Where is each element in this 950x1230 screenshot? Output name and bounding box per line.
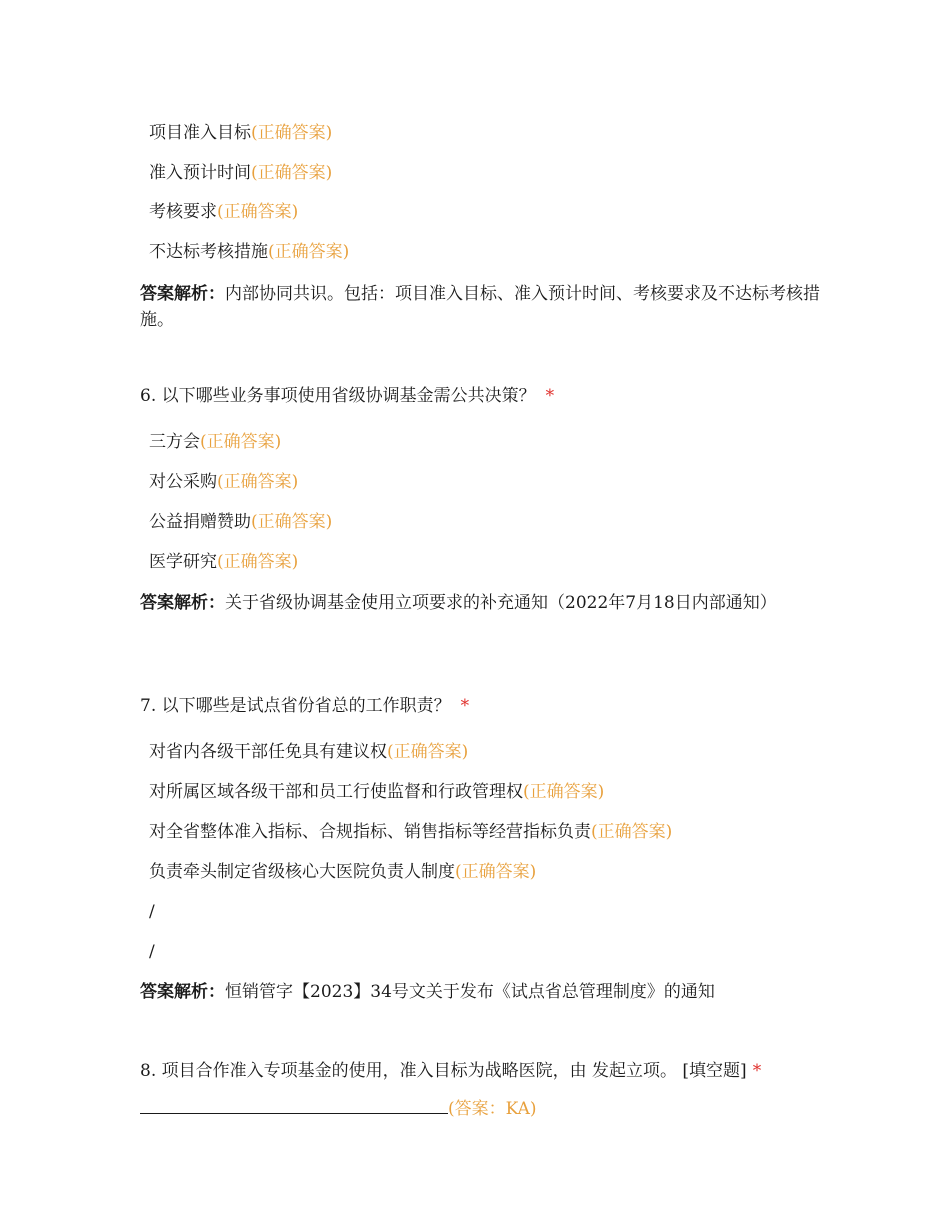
required-mark: * <box>752 1061 762 1081</box>
correct-answer-tag: (正确答案) <box>387 742 469 762</box>
option: 负责牵头制定省级核心大医院负责人制度(正确答案) <box>149 862 537 882</box>
analysis-label: 答案解析： <box>140 284 225 304</box>
required-mark: * <box>460 696 470 716</box>
option-placeholder: / <box>149 902 155 922</box>
option: 医学研究(正确答案) <box>149 552 299 572</box>
option-placeholder: / <box>149 942 155 962</box>
analysis-text: 内部协同共识。包括：项目准入目标、准入预计时间、考核要求及不达标考核措施。 <box>140 284 820 330</box>
correct-answer-tag: (正确答案) <box>251 163 333 183</box>
correct-answer-tag: (正确答案) <box>591 822 673 842</box>
question-title: 6. 以下哪些业务事项使用省级协调基金需公共决策？ * <box>140 386 555 406</box>
option: 对所属区域各级干部和员工行使监督和行政管理权(正确答案) <box>149 782 605 802</box>
correct-answer-tag: (正确答案) <box>455 862 537 882</box>
analysis-text: 关于省级协调基金使用立项要求的补充通知（2022年7月18日内部通知） <box>225 593 777 613</box>
fill-blank-answer <box>140 1095 537 1121</box>
analysis-text: 恒销管字【2023】34号文关于发布《试点省总管理制度》的通知 <box>225 982 715 1002</box>
option: 对公采购(正确答案) <box>149 472 299 492</box>
option: 不达标考核措施(正确答案) <box>149 242 350 262</box>
analysis-label: 答案解析： <box>140 982 225 1002</box>
correct-answer-tag: (正确答案) <box>251 123 333 143</box>
answer-analysis <box>140 281 820 333</box>
correct-answer-tag: (正确答案) <box>251 512 333 532</box>
answer-text: (答案：KA) <box>448 1099 537 1119</box>
option: 准入预计时间(正确答案) <box>149 163 333 183</box>
required-mark: * <box>545 386 555 406</box>
option: 对全省整体准入指标、合规指标、销售指标等经营指标负责(正确答案) <box>149 822 673 842</box>
correct-answer-tag: (正确答案) <box>217 472 299 492</box>
question-title: 8. 项目合作准入专项基金的使用，准入目标为战略医院，由 发起立项。 [填空题] * <box>140 1061 762 1081</box>
correct-answer-tag: (正确答案) <box>523 782 605 802</box>
option: 项目准入目标(正确答案) <box>149 123 333 143</box>
correct-answer-tag: (正确答案) <box>268 242 350 262</box>
correct-answer-tag: (正确答案) <box>217 202 299 222</box>
question-title: 7. 以下哪些是试点省份省总的工作职责？ * <box>140 696 470 716</box>
answer-analysis <box>140 590 820 616</box>
correct-answer-tag: (正确答案) <box>217 552 299 572</box>
option: 考核要求(正确答案) <box>149 202 299 222</box>
option: 三方会(正确答案) <box>149 432 282 452</box>
option: 公益捐赠赞助(正确答案) <box>149 512 333 532</box>
analysis-label: 答案解析： <box>140 593 225 613</box>
option: 对省内各级干部任免具有建议权(正确答案) <box>149 742 469 762</box>
blank-line <box>140 1095 448 1114</box>
answer-analysis <box>140 979 820 1005</box>
correct-answer-tag: (正确答案) <box>200 432 282 452</box>
